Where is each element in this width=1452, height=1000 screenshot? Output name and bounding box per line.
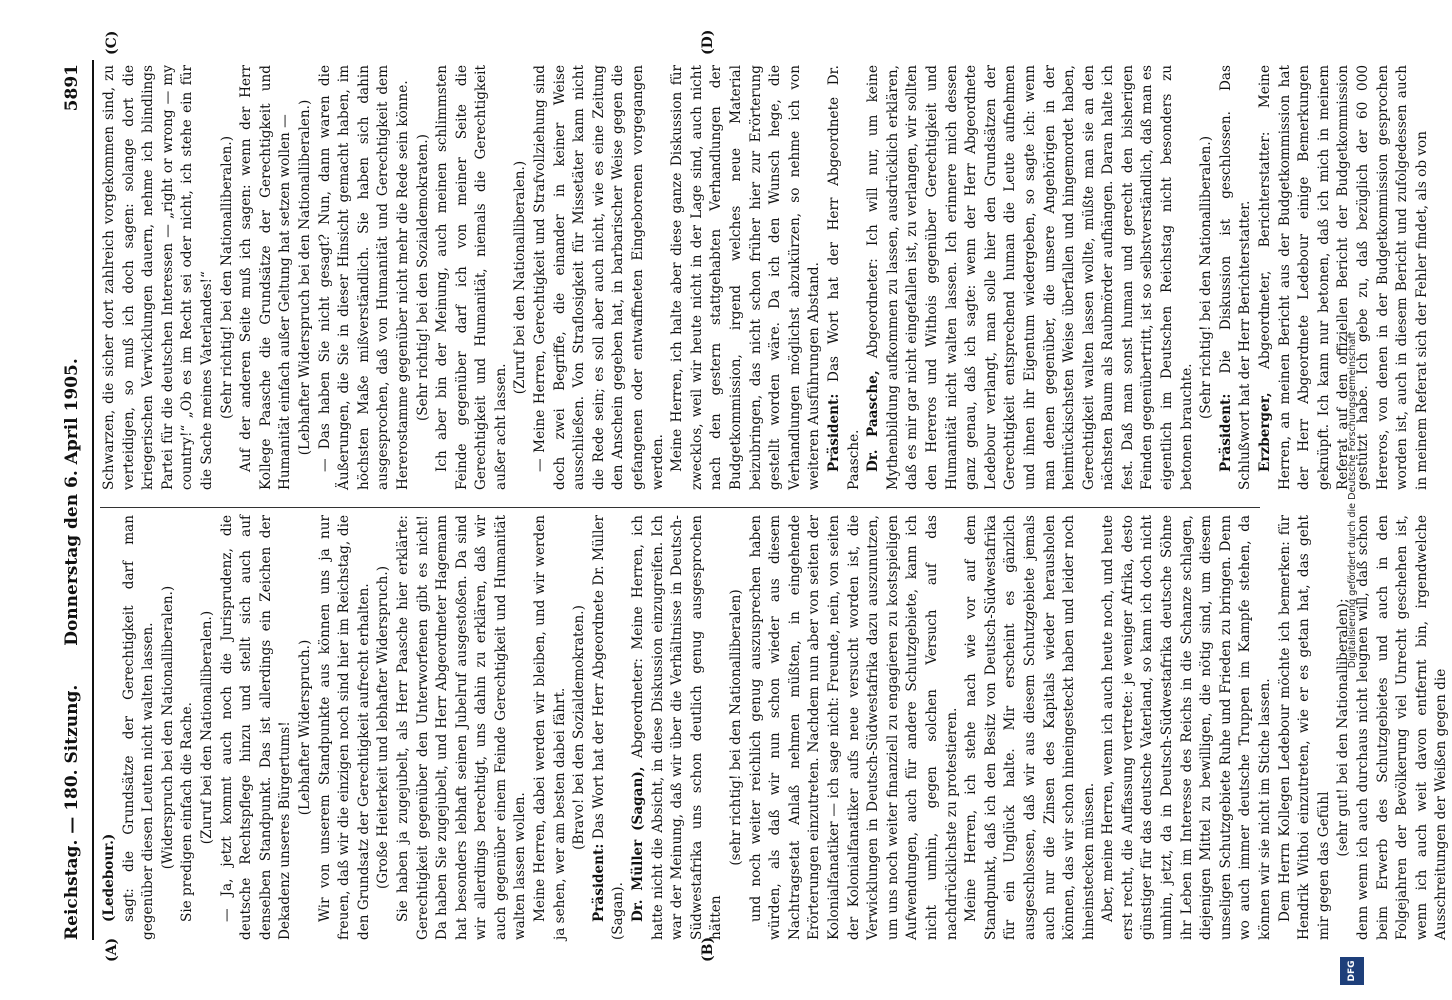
paragraph-text: — Meine Herren, Gerechtigkeit und Strafvollziehung sind doch zwei Begriffe, die einander in keiner Weise ausschließen. Von Straflosigkeit für Missetäter kann nicht die Rede sein; es soll aber auch nicht, wie es eine Zeitung den Anschein gegeben hat, in barbarischer Weise gegen die gefangenen oder entwaffneten Eingeborenen vorgegangen werden.: [532, 65, 666, 490]
paragraph: [100, 65, 218, 490]
interjection: [218, 65, 238, 490]
paragraph-text: Meine Herren, dabei werden wir bleiben, und wir werden ja sehen, wer am besten dabei fährt.: [532, 515, 568, 940]
interjection: [511, 65, 531, 490]
paragraph: [237, 65, 296, 490]
paragraph-text: (sehr richtig! bei den Nationalliberalen): [728, 589, 744, 866]
paragraph-text: (Sehr richtig! bei den Nationalliberalen.): [218, 136, 235, 419]
paragraph-text: Meine Herren, ich halte aber diese ganze Diskussion für zwecklos, weil wir heute nicht in der Lage sind, auch nicht nach den gestern stattgehabten Verhandlungen der Budgetkommission, irgend welches neue Material beizubringen, das nicht schon früher hier zur Erörterung gestellt worden wäre. Da ich den Wunsch hege, die Verhandlungen möglichst abzukürzen, so nehme ich von weiteren Ausführungen Abstand.: [669, 65, 823, 490]
paragraph-text: Wir von unserem Standpunkte aus können uns ja nur freuen, daß wir die einzigen noch sind hier im Reichstag, die den Grundsatz der Gerechtigkeit aufrecht erhalten.: [316, 515, 372, 940]
speaker-paragraph: [864, 65, 1197, 490]
column-divider: [100, 507, 1260, 508]
paragraph: [316, 515, 375, 940]
paragraph: [1099, 515, 1275, 940]
paragraph-text: Dem Herrn Kollegen Ledebour möchte ich bemerken: für Hendrik Withoi einzutreten, wie er es getan hat, das geht mir gegen das Gefühl: [1276, 515, 1332, 940]
paragraph: [668, 65, 825, 490]
margin-marker-d: (D): [700, 29, 716, 55]
paragraph-text: (Bravo! bei den Sozialdemokraten.): [571, 605, 588, 850]
paragraph-text: denn wenn ich auch durchaus nicht leugnen will, daß schon beim Erwerb des Schutzgebietes und auch in den Folgejahren der Bevölkerung viel Unrecht geschehen ist, wenn ich auch weit davon entfernt bin, irgendwelche Ausschreitungen der Weißen gegen die: [1355, 515, 1450, 940]
speaker-name: Dr. Müller (Sagan),: [630, 766, 647, 922]
speaker-name: (Ledebour.): [101, 833, 117, 922]
right-text-column: [100, 64, 1430, 490]
paragraph: [962, 515, 1099, 940]
interjection: [1197, 65, 1217, 490]
header-page-number: 5891: [62, 64, 82, 112]
interjection: [414, 65, 434, 490]
interjection: [159, 515, 179, 940]
dfg-logo: DFG: [1340, 957, 1364, 985]
paragraph-text: Sie predigen einfach die Rache.: [179, 702, 196, 922]
paragraph-text: Schwarzen, die sicher dort zahlreich vorgekommen sind, zu verteidigen, so muß ich doch sagen: solange dort die kriegerischen Verwicklungen dauern, nehme ich blindlings Partei für die deutschen Interessen — „right or wrong — my country!“ „Ob es im Recht sei oder nicht, ich stehe ein für die Sache meines Vaterlandes!“: [101, 65, 215, 490]
paragraph-text: Meine Herren, ich stehe nach wie vor auf dem Standpunkt, daß ich den Besitz von Deutsch-Südwestafrika für ein Unglück halte. Mir erscheint es gänzlich ausgeschlossen, daß wir aus diesem Schutzgebiete jemals auch nur die Zinsen des Kapitals wieder herausholen können, das wir schon hineingesteckt haben und leider noch hineinstecken müssen.: [963, 515, 1097, 940]
header-session-title: Reichstag. — 180. Sitzung.: [62, 684, 82, 940]
speaker-paragraph: [825, 65, 864, 490]
interjection: [374, 515, 394, 940]
margin-marker-b: (B): [700, 936, 716, 962]
speaker-name: Präsident:: [590, 843, 607, 922]
paragraph: [747, 515, 963, 940]
paragraph-text: Ich aber bin der Meinung, auch meinen schlimmsten Feinde gegenüber darf ich von meiner Seite die Gerechtigkeit und Humanität, niemals die Gerechtigkeit außer acht lassen.: [434, 65, 509, 490]
paragraph-text: (Zuruf bei den Nationalliberalen.): [512, 160, 529, 395]
speaker-name: Dr. Paasche,: [865, 370, 882, 472]
paragraph: [178, 515, 198, 940]
paragraph-text: Abgeordneter, Berichterstatter: Meine Herren, an meinen Bericht aus der Budgetkommission hat der Herr Abgeordnete Ledebour einige Bemerkungen geknüpft. Ich kann nur betonen, daß ich mich in meinem Referat auf den offiziellen Bericht der Budgetkommission gestützt habe. Ich gebe zu, daß bezüglich der 60 000 Hereros, von denen in der Budgetkommission gesprochen worden ist, auch in diesem Bericht und zufolgedessen auch in meinem Referat sich der Fehler findet, als ob von: [1257, 65, 1430, 490]
paragraph-text: Sie haben ja zugejubelt, als Herr Paasche hier erklärte: Gerechtigkeit gegenüber den Unterworfenen gibt es nicht! Da haben Sie zugejubelt, und Herr Abgeordneter Hagemann hat besonders lebhaft seinen Jubelruf ausgestoßen. Da sind wir allerdings berechtigt, uns dahin zu erklären, daß wir auch gegenüber einem Feinde Gerechtigkeit und Humanität walten lassen wollen.: [394, 515, 529, 940]
header-date: Donnerstag den 6. April 1905.: [62, 358, 82, 646]
speaker-paragraph: [1256, 65, 1432, 490]
header-rule: [92, 60, 94, 940]
interjection: [570, 515, 590, 940]
interjection: [727, 515, 747, 940]
paragraph-text: Das Wort hat der Herr Abgeordnete Dr. Paasche.: [825, 64, 862, 490]
paragraph-text: (sehr gut! bei den Nationalliberalen);: [1335, 598, 1352, 857]
speaker-paragraph: [100, 515, 120, 940]
paragraph-text: (Sehr richtig! bei den Nationalliberalen.): [1198, 136, 1215, 419]
paragraph-text: Aber, meine Herren, wenn ich auch heute noch, und heute erst recht, die Auffassung vertrete: je weniger Afrika, desto günstiger für das deutsche Vaterland, so kann ich doch nicht umhin, jetzt, da in Deutsch-Südwestafrika deutsche Söhne ihr Leben im Interesse des Reichs in die Schanze schlagen, diejenigen Mittel zu bewilligen, die nötig sind, um diesem unseligen Schutzgebiete Ruhe und Frieden zu bringen. Denn wo auch immer deutsche Truppen im Kampfe stehen, da können wir sie nicht im Stiche lassen.: [1100, 515, 1274, 940]
paragraph-text: und noch weiter reichlich genug auszusprechen haben würden, als daß wir nun schon wieder aus diesem Nachtragsetat Anlaß nehmen müßten, in eingehende Erörterungen einzutreten. Nachdem nun aber von seiten der Kolonialfanatiker — ich sage nicht: Freunde, nein, von seiten der Kolonialfanatiker aufs neue versucht worden ist, die Verwicklungen in Deutsch-Südwestafrika dazu auszunutzen, um uns noch weiter finanziell zu engagieren zu kostspieligen Aufwendungen, auch für andere Schutzgebiete, kann ich nicht umhin, gegen solchen Versuch auf das nachdrücklichste zu protestieren.: [747, 515, 960, 940]
paragraph: [433, 65, 511, 490]
paragraph-text: — Das haben Sie nicht gesagt? Nun, dann waren die Äußerungen, die Sie in dieser Hinsicht gemacht haben, im höchsten Maße mißverständlich. Sie haben sich dahin ausgesprochen, daß von Humanität und Gerechtigkeit dem Hererostamme gegenüber nicht mehr die Rede sein könne.: [316, 65, 411, 490]
paragraph-text: Die Diskussion ist geschlossen. Das Schlußwort hat der Herr Berichterstatter.: [1217, 65, 1254, 490]
paragraph: [1276, 515, 1335, 940]
paragraph-text: — Ja, jetzt kommt auch noch die Jurisprudenz, die deutsche Rechtspflege hinzu und stellt sich auch auf denselben Standpunkt. Das ist allerdings ein Zeichen der Dekadenz unseres Bürgertums!: [218, 515, 294, 940]
speaker-name: Präsident:: [825, 393, 842, 472]
paragraph: [316, 65, 414, 490]
paragraph-text: (Widerspruch bei den Nationalliberalen.): [159, 585, 176, 870]
paragraph: [218, 515, 296, 940]
paragraph-text: (Lebhafter Widerspruch bei den Nationalliberalen.): [296, 99, 313, 456]
page-header: [58, 64, 88, 940]
paragraph-text: sagt: die Grundsätze der Gerechtigkeit darf man gegenüber diesen Leuten nicht walten lassen.: [120, 515, 157, 940]
paragraph-text: Das Wort hat der Herr Abgeordnete Dr. Müller (Sagan).: [590, 515, 627, 940]
paragraph-text: (Zuruf bei den Nationalliberalen.): [198, 610, 215, 845]
paragraph-text: Abgeordneter: Ich will nur, um keine Mythenbildung aufkommen zu lassen, ausdrücklich erklären, daß es mir gar nicht eingefallen ist, zu verlangen, wir sollten den Hereros und Withois gegenüber Gerechtigkeit und Humanität nicht walten lassen. Ich erinnere mich dessen ganz genau, daß ich sagte: wenn der Herr Abgeordnete Ledebour verlangt, man solle hier den Grundsätzen der Gerechtigkeit entsprechend human die Leute aufnehmen und ihnen ihr Eigentum wiedergeben, so sagte ich: wenn man denen gegenüber, die unsere Angehörigen in der heimtückischsten Weise überfallen und hingemordet haben, Gerechtigkeit walten lassen wollte, müßte man sie an den nächsten Baum als Raubmörder aufhängen. Daran halte ich fest. Daß man sonst human und gerecht den bisherigen Feinden gegenübertritt, ist so selbstverständlich, daß man es eigentlich im Deutschen Reichstag nicht besonders zu betonen brauchte.: [865, 65, 1195, 490]
margin-marker-c: (C): [104, 30, 120, 55]
margin-marker-a: (A): [104, 937, 120, 962]
speaker-paragraph: [1217, 65, 1256, 490]
paragraph-text: (Sehr richtig! bei den Sozialdemokraten.): [414, 134, 431, 421]
paragraph: [1354, 515, 1452, 940]
paragraph: [531, 65, 668, 490]
interjection: [296, 515, 316, 940]
digitization-credit: Digitalisierung gefördert durch die Deutsche Forschungsgemeinschaft: [1347, 331, 1358, 669]
paragraph-text: (Große Heiterkeit und lebhafter Widerspruch.): [375, 565, 392, 890]
paragraph: [394, 515, 531, 940]
paragraph: [120, 515, 159, 940]
speaker-paragraph: [590, 515, 629, 940]
speaker-paragraph: [629, 515, 727, 940]
paragraph: [531, 515, 570, 940]
interjection: [296, 65, 316, 490]
speaker-name: Erzberger,: [1257, 392, 1274, 472]
left-text-column: [100, 514, 1450, 940]
speaker-name: Präsident:: [1217, 393, 1234, 472]
paragraph-text: Auf der anderen Seite muß ich sagen: wenn der Herr Kollege Paasche die Grundsätze der Gerechtigkeit und Humanität einfach außer Geltung hat setzen wollen —: [238, 65, 294, 490]
paragraph-text: Abgeordneter: Meine Herren, ich hatte nicht die Absicht, in diese Diskussion einzugreifen. Ich war der Meinung, daß wir über die Verhältnisse in Deutsch-Südwestafrika uns schon deutlich genug ausgesprochen hätten: [630, 514, 725, 940]
interjection: [198, 515, 218, 940]
paragraph-text: (Lebhafter Widerspruch.): [296, 639, 313, 816]
